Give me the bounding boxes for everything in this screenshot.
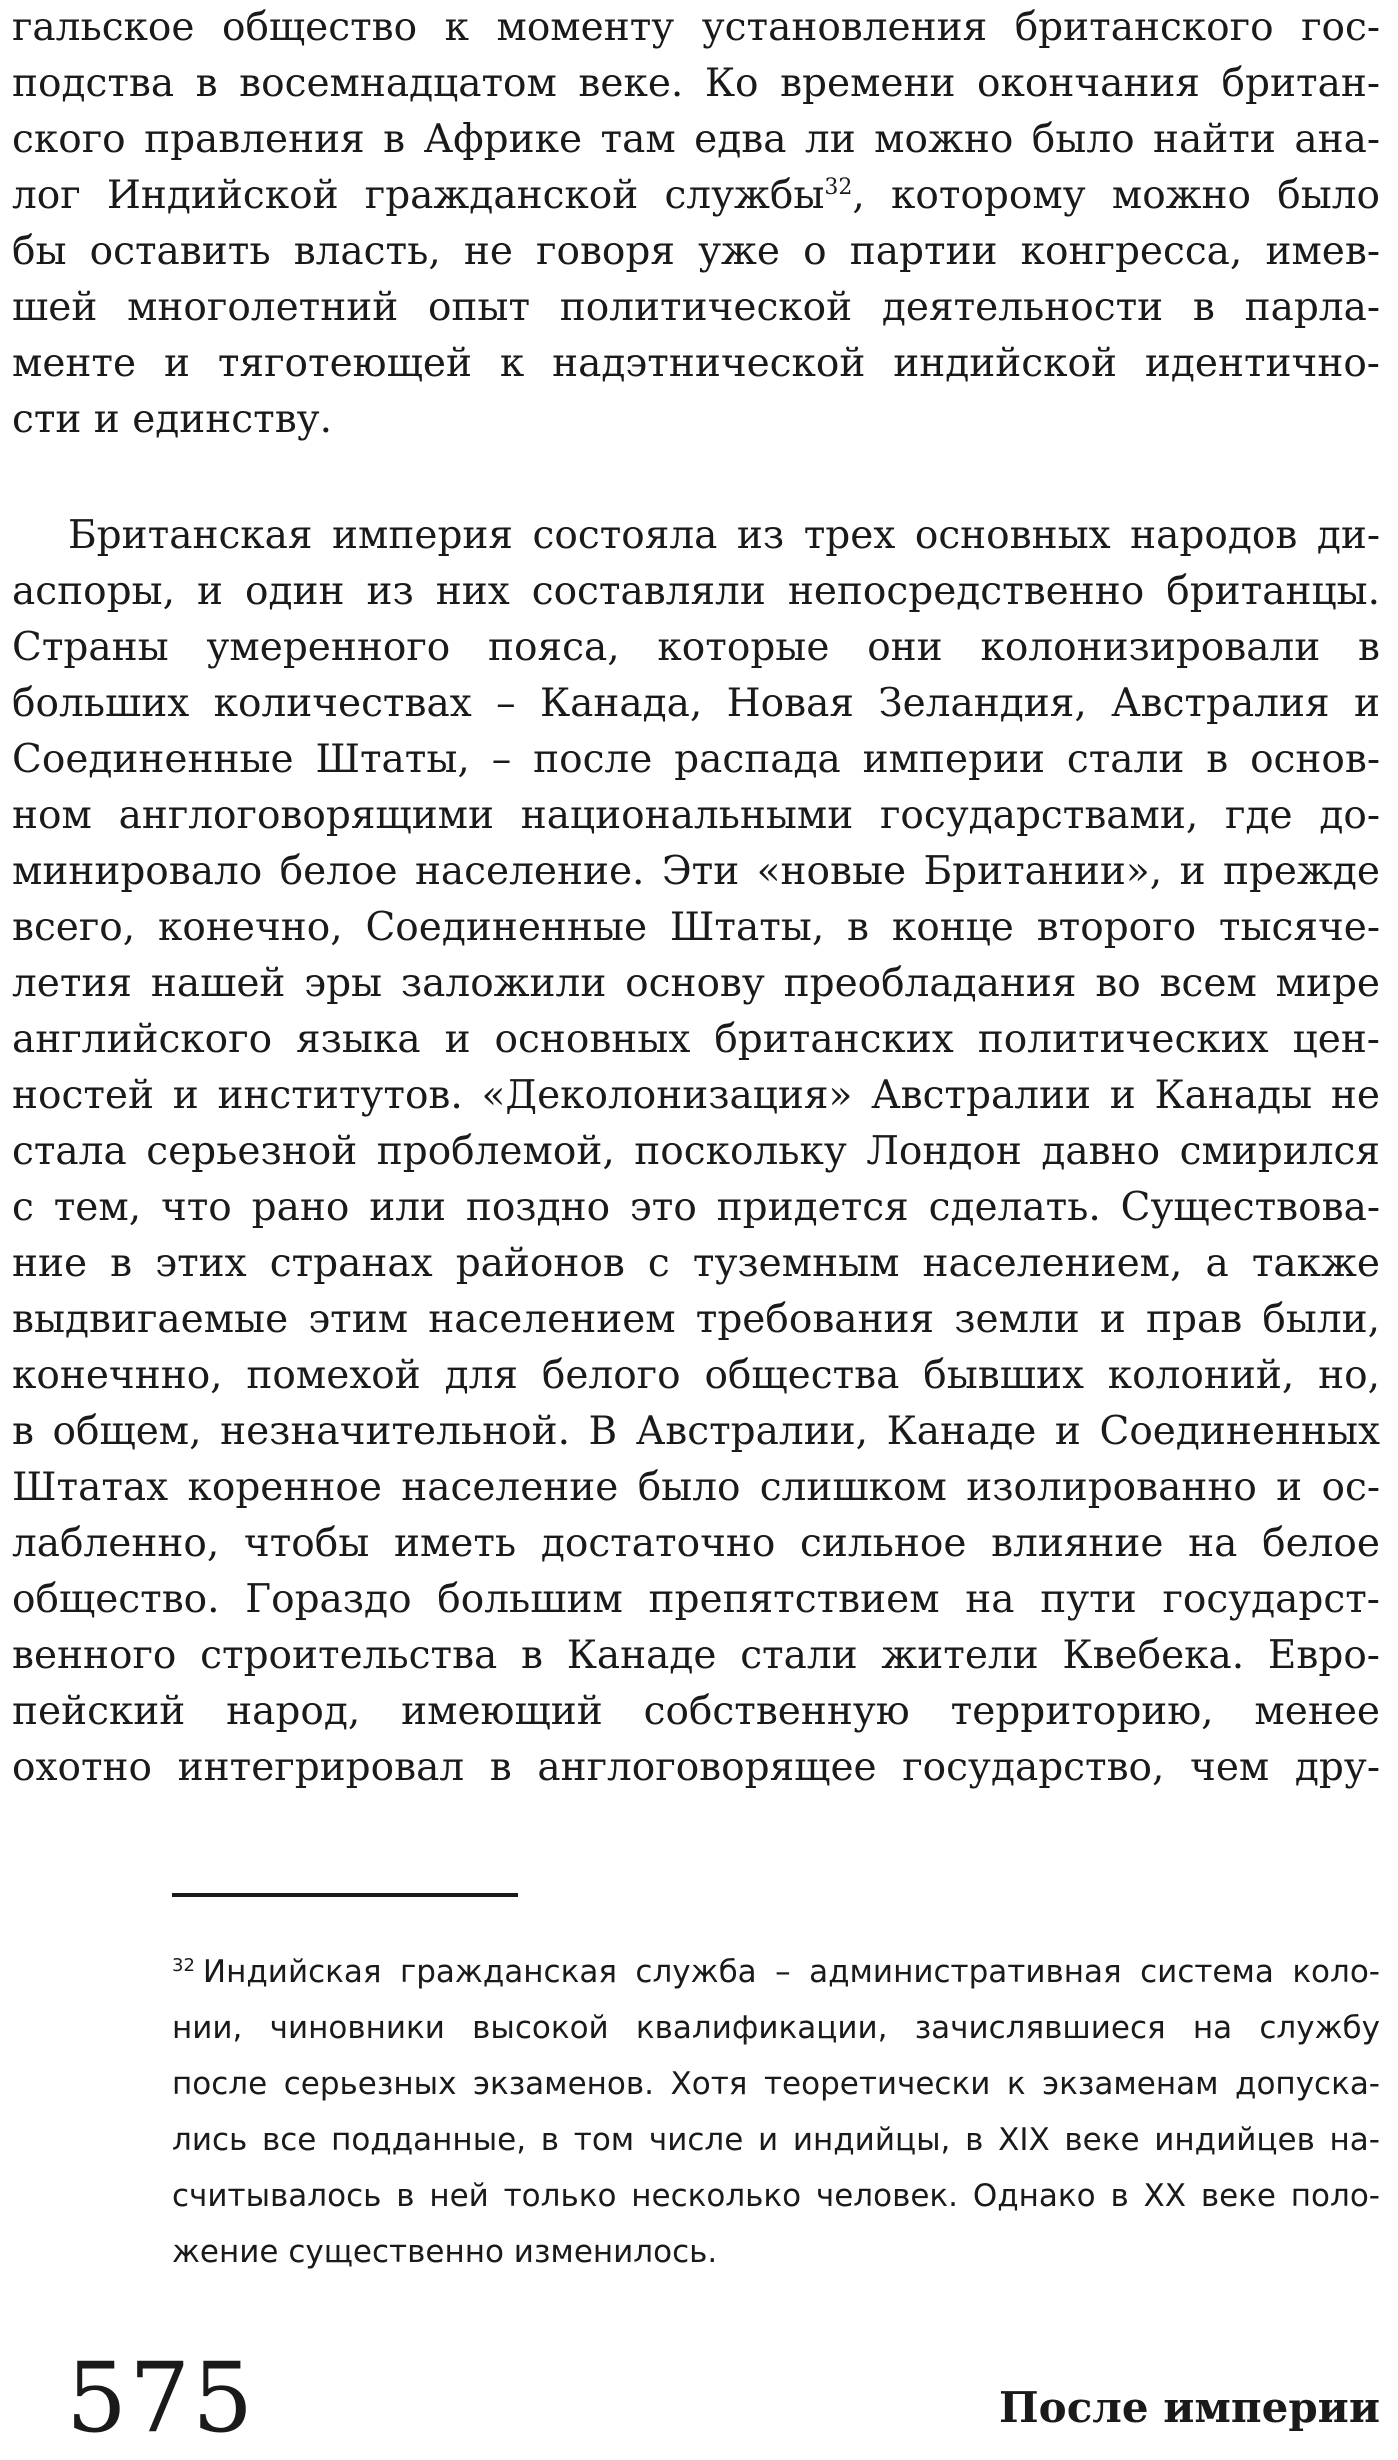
- text-line: стала серьезной проблемой, поскольку Лондон давно смирился: [12, 1129, 1380, 1174]
- footnote-line: после серьезных экзаменов. Хотя теоретически к экзаменам допуска-: [172, 2066, 1380, 2102]
- footnote: [172, 1944, 1380, 2280]
- text-segment: лог Индийской гражданской службы: [12, 173, 825, 218]
- footnote-line: нии, чиновники высокой квалификации, зачислявшиеся на службу: [172, 2010, 1380, 2046]
- text-line: ского правления в Африке там едва ли можно было найти ана-: [12, 117, 1380, 162]
- text-line: в общем, незначительной. В Австралии, Канаде и Соединенных: [12, 1409, 1380, 1454]
- paragraph-2: [12, 508, 1380, 1796]
- text-line: ностей и институтов. «Деколонизация» Австралии и Канады не: [12, 1073, 1380, 1118]
- text-line: ном англоговорящими национальными государствами, где до-: [12, 793, 1380, 838]
- text-line: лабленно, чтобы иметь достаточно сильное влияние на белое: [12, 1521, 1380, 1566]
- text-line: больших количествах – Канада, Новая Зеландия, Австралия и: [12, 681, 1380, 726]
- text-segment: , которому можно было: [852, 173, 1380, 218]
- text-line: бы оставить власть, не говоря уже о партии конгресса, имев-: [12, 229, 1380, 274]
- footnote-line: лись все подданные, в том числе и индийцы, в XIX веке индийцев на-: [172, 2122, 1380, 2158]
- text-line: шей многолетний опыт политической деятельности в парла-: [12, 285, 1380, 330]
- running-title: После империи: [999, 2383, 1380, 2432]
- footnote-divider: [172, 1893, 518, 1897]
- text-line: венного строительства в Канаде стали жители Квебека. Евро-: [12, 1633, 1380, 1678]
- text-line: охотно интегрировал в англоговорящее государство, чем дру-: [12, 1745, 1380, 1790]
- text-line: всего, конечно, Соединенные Штаты, в конце второго тысяче-: [12, 905, 1380, 950]
- text-line: общество. Гораздо большим препятствием на пути государст-: [12, 1577, 1380, 1622]
- text-line: минировало белое население. Эти «новые Британии», и прежде: [12, 849, 1380, 894]
- text-line: конечнно, помехой для белого общества бывших колоний, но,: [12, 1353, 1380, 1398]
- text-line: летия нашей эры заложили основу преобладания во всем мире: [12, 961, 1380, 1006]
- footnote-line: считывалось в ней только несколько человек. Однако в XX веке поло-: [172, 2178, 1380, 2214]
- text-line: сти и единству.: [12, 397, 332, 442]
- text-line: пейский народ, имеющий собственную территорию, менее: [12, 1689, 1380, 1734]
- text-line: ние в этих странах районов с туземным населением, а также: [12, 1241, 1380, 1286]
- text-line: английского языка и основных британских политических цен-: [12, 1017, 1380, 1062]
- text-line: выдвигаемые этим населением требования земли и прав были,: [12, 1297, 1380, 1342]
- text-line: Соединенные Штаты, – после распада империи стали в основ-: [12, 737, 1380, 782]
- page-number: 575: [66, 2342, 256, 2454]
- footnote-marker: 32: [172, 1954, 195, 1976]
- footnote-reference[interactable]: 32: [824, 175, 853, 200]
- text-line: Страны умеренного пояса, которые они колонизировали в: [12, 625, 1380, 670]
- text-line: аспоры, и один из них составляли непосредственно британцы.: [12, 569, 1380, 614]
- footnote-line: [172, 1944, 1380, 2000]
- text-line: с тем, что рано или поздно это придется сделать. Существова-: [12, 1185, 1380, 1230]
- text-segment: Индийская гражданская служба – административная система коло-: [202, 1954, 1380, 1990]
- text-line: менте и тяготеющей к надэтнической индийской идентично-: [12, 341, 1380, 386]
- footnote-line: жение существенно изменилось.: [172, 2234, 718, 2270]
- text-line: гальское общество к моменту установления британского гос-: [12, 5, 1380, 50]
- text-line: Штатах коренное население было слишком изолированно и ос-: [12, 1465, 1380, 1510]
- text-line: подства в восемнадцатом веке. Ко времени окончания британ-: [12, 61, 1380, 106]
- text-line-with-footnote-ref: [12, 168, 1380, 224]
- paragraph-1: [12, 0, 1380, 448]
- text-line: Британская империя состояла из трех основных народов ди-: [68, 513, 1380, 558]
